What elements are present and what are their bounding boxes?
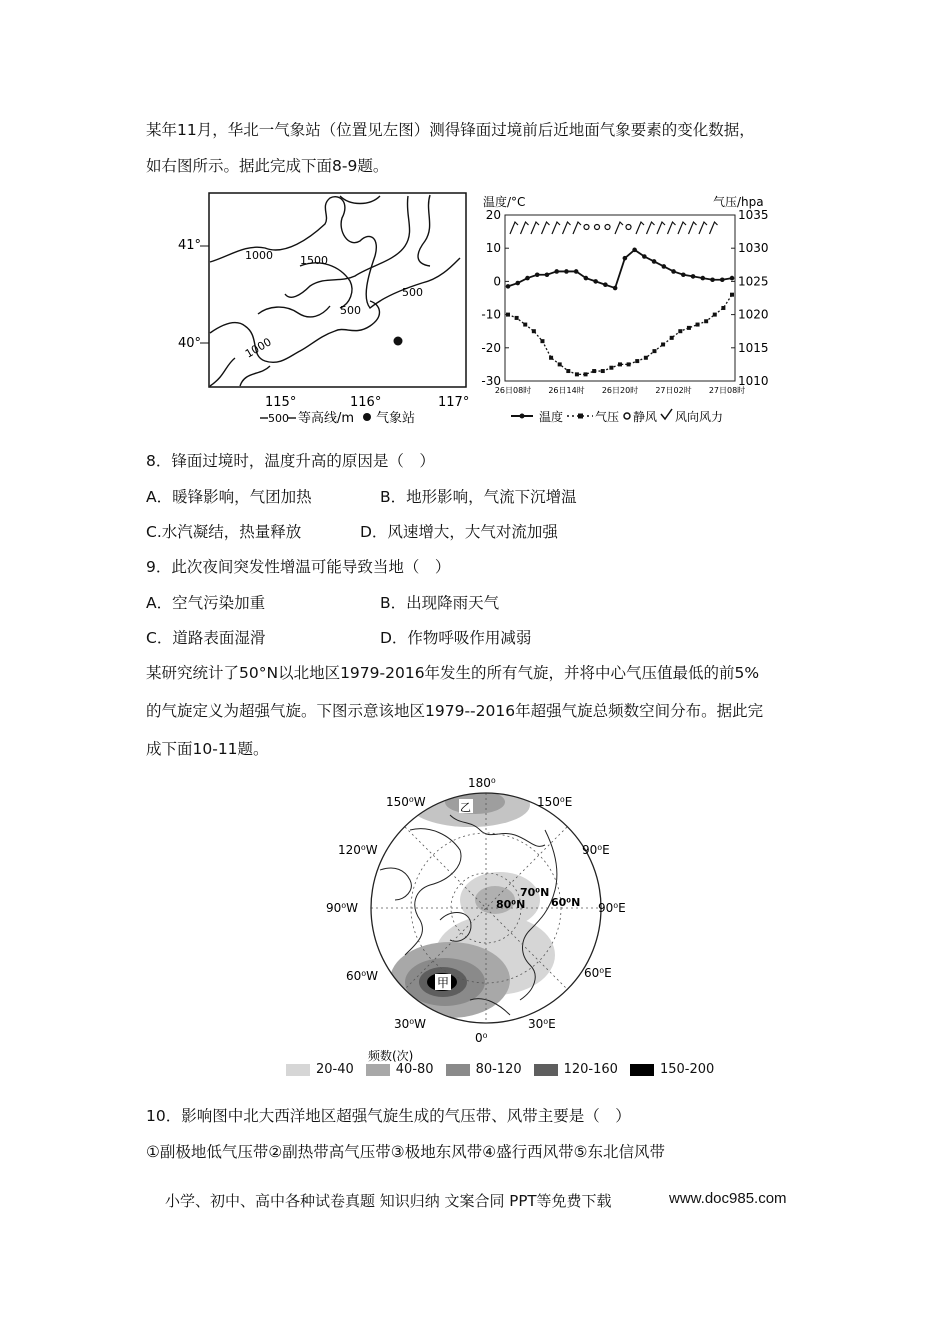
pressure-point: [609, 366, 613, 370]
wind-barb-icon: [542, 222, 550, 234]
left-tick-label: -30: [481, 374, 501, 388]
wind-barb-icon: [636, 222, 644, 234]
polar-map-legend: [286, 1062, 714, 1077]
left-tick-label: -20: [481, 340, 501, 355]
label-90e-upper: 90⁰E: [582, 843, 610, 857]
temperature-point: [525, 276, 530, 281]
chart-ylabel-right: 气压/hpa: [713, 195, 764, 209]
footer-site: www.doc985.com: [669, 1190, 787, 1207]
temperature-point: [700, 276, 705, 281]
pressure-point: [644, 356, 648, 360]
calm-icon: [626, 225, 631, 230]
weather-station-marker: [394, 337, 403, 346]
pressure-point: [592, 369, 596, 373]
intro2-line3: 成下面10-11题。: [146, 740, 269, 758]
right-tick-label: 1020: [738, 307, 769, 322]
pressure-point: [635, 359, 639, 363]
pressure-point: [678, 329, 682, 333]
x-tick-label: 26日14时: [548, 386, 585, 395]
pressure-point: [696, 323, 700, 327]
label-80n: 80⁰N: [496, 898, 526, 911]
pressure-point: [601, 369, 605, 373]
calm-icon: [595, 225, 600, 230]
right-tick-label: 1030: [738, 241, 769, 256]
pressure-point: [652, 349, 656, 353]
q9-option-d: D．作物呼吸作用减弱: [380, 629, 532, 647]
legend-wind: 风向风力: [675, 410, 724, 424]
wind-barb-icon: [710, 222, 718, 234]
calm-icon: [605, 225, 610, 230]
temperature-point: [574, 269, 579, 274]
temperature-line: [508, 250, 732, 288]
label-90e: 90⁰E: [598, 901, 626, 915]
footer: [165, 1190, 787, 1211]
contour-label-500a: 500: [340, 304, 361, 317]
label-90w: 90⁰W: [326, 901, 358, 915]
pressure-point: [575, 372, 579, 376]
lon-label-115: 115°: [265, 395, 297, 410]
pressure-point: [515, 316, 519, 320]
legend-label-3: 80-120: [475, 1062, 522, 1077]
legend-calm: 静风: [633, 410, 658, 424]
wind-barb-icon: [615, 222, 623, 234]
lat-label-41: 41°: [178, 238, 202, 253]
q9-option-a: A．空气污染加重: [146, 594, 266, 612]
right-tick-label: 1015: [738, 340, 769, 355]
q9-stem: 9．此次夜间突发性增温可能导致当地（ ）: [146, 558, 451, 576]
temperature-point: [535, 272, 540, 277]
legend-swatch-3: [446, 1064, 470, 1076]
legend-swatch-4: [534, 1064, 558, 1076]
label-120w: 120⁰W: [338, 843, 378, 857]
temperature-point: [632, 248, 637, 253]
temperature-point: [623, 256, 628, 261]
wind-barb-icon: [563, 222, 571, 234]
wind-barb-icon: [552, 222, 560, 234]
legend-contour-label: 等高线/m: [298, 411, 355, 426]
temperature-point: [613, 286, 618, 291]
pressure-point: [713, 313, 717, 317]
temperature-point: [515, 281, 520, 286]
q8-option-b: B．地形影响，气流下沉增温: [380, 488, 577, 506]
x-tick-label: 26日20时: [601, 386, 639, 395]
temperature-point: [554, 269, 559, 274]
temperature-point: [584, 276, 589, 281]
left-tick-label: -10: [481, 307, 501, 322]
temperature-point: [730, 276, 735, 281]
q10-stem: 10．影响图中北大西洋地区超强气旋生成的气压带、风带主要是（ ）: [146, 1107, 631, 1125]
chart-legend: [511, 409, 723, 424]
pressure-point: [670, 336, 674, 340]
label-60w: 60⁰W: [346, 969, 378, 983]
temperature-point: [545, 272, 550, 277]
temperature-point: [506, 284, 511, 289]
pressure-point: [618, 362, 622, 366]
temperature-point: [652, 259, 657, 264]
pressure-point: [584, 372, 588, 376]
temperature-point: [710, 277, 715, 282]
legend-label-4: 120-160: [563, 1062, 618, 1077]
label-70n: 70⁰N: [520, 886, 550, 899]
wind-barb-icon: [510, 222, 518, 234]
legend-pressure: 气压: [595, 410, 620, 424]
wind-barb-icon: [521, 222, 529, 234]
x-tick-label: 27日02时: [655, 386, 692, 395]
legend-swatch-2: [366, 1064, 390, 1076]
wind-barb-icon: [678, 222, 686, 234]
label-30w: 30⁰W: [394, 1017, 426, 1031]
temperature-point: [720, 277, 725, 282]
pressure-point: [523, 323, 527, 327]
right-tick-label: 1010: [738, 374, 769, 388]
q9-option-c: C．道路表面湿滑: [146, 629, 266, 647]
footer-text: 小学、初中、高中各种试卷真题 知识归纳 文案合同 PPT等免费下载: [165, 1192, 612, 1210]
legend-contour-sample: 500: [268, 412, 289, 425]
wind-barb-icon: [647, 222, 655, 234]
legend-station-label: 气象站: [376, 411, 416, 426]
q9-option-b: B．出现降雨天气: [380, 594, 500, 612]
topographic-map: [178, 186, 480, 426]
wind-barb-icon: [689, 222, 697, 234]
wind-barb-icon: [668, 222, 676, 234]
pressure-point: [721, 306, 725, 310]
label-60e: 60⁰E: [584, 966, 612, 980]
left-tick-label: 10: [485, 241, 501, 256]
wind-barb-icon: [661, 409, 672, 419]
wind-barb-icon: [699, 222, 707, 234]
q8-stem: 8．锋面过境时，温度升高的原因是（ ）: [146, 452, 435, 470]
pressure-point: [661, 342, 665, 346]
pressure-point: [532, 329, 536, 333]
legend-label-5: 150-200: [659, 1062, 715, 1077]
calm-icon: [584, 225, 589, 230]
intro1-line1: 某年11月，华北一气象站（位置见左图）测得锋面过境前后近地面气象要素的变化数据，: [146, 121, 755, 139]
label-60n: 60⁰N: [551, 896, 581, 909]
temperature-point: [603, 282, 608, 287]
temperature-point: [691, 274, 696, 279]
pressure-point: [627, 362, 631, 366]
intro2-line2: 的气旋定义为超强气旋。下图示意该地区1979--2016年超强气旋总频数空间分布。据此完: [146, 702, 764, 720]
pressure-point: [730, 293, 734, 297]
left-tick-label: 0: [493, 274, 501, 289]
freq-label: 频数(次): [368, 1049, 414, 1063]
lon-label-117: 117°: [438, 395, 470, 410]
left-tick-label: 20: [485, 208, 501, 222]
lat-label-40: 40°: [178, 336, 202, 351]
temperature-point: [642, 254, 647, 259]
legend-swatch-1: [286, 1064, 310, 1076]
legend-label-1: 20-40: [316, 1062, 354, 1077]
contour-label-1000a: 1000: [245, 249, 273, 262]
wind-symbols-row: [510, 222, 718, 234]
q8-option-d: D．风速增大，大气对流加强: [360, 523, 558, 541]
pressure-point: [566, 369, 570, 373]
temperature-point: [593, 279, 598, 284]
legend-swatch-5: [630, 1064, 654, 1076]
weather-chart: [475, 190, 775, 430]
polar-cyclone-map: [320, 770, 670, 1085]
q10-options: ①副极地低气压带②副热带高气压带③极地东风带④盛行西风带⑤东北信风带: [146, 1143, 665, 1161]
temperature-point: [681, 272, 686, 277]
contour-label-500b: 500: [402, 286, 423, 299]
label-30e: 30⁰E: [528, 1017, 556, 1031]
temperature-point: [564, 269, 569, 274]
label-0: 0⁰: [475, 1031, 488, 1045]
legend-temperature: 温度: [539, 410, 564, 424]
label-150w: 150⁰W: [386, 795, 426, 809]
wind-barb-icon: [657, 222, 665, 234]
wind-barb-icon: [531, 222, 539, 234]
intro1-line2: 如右图所示。据此完成下面8-9题。: [146, 157, 389, 175]
contour-label-1500: 1500: [300, 254, 328, 267]
q8-option-c: C.水汽凝结，热量释放: [146, 523, 302, 541]
lon-label-116: 116°: [350, 395, 382, 410]
x-tick-label: 27日08时: [708, 386, 746, 395]
pressure-point: [506, 313, 510, 317]
right-tick-label: 1025: [738, 274, 769, 289]
wind-barb-icon: [573, 222, 581, 234]
intro2-line1: 某研究统计了50°N以北地区1979-2016年发生的所有气旋，并将中心气压值最低的前5%: [146, 664, 760, 682]
contour-label-1000b: 1000: [243, 335, 274, 361]
q8-option-a: A．暖锋影响，气团加热: [146, 488, 312, 506]
legend-label-2: 40-80: [395, 1062, 434, 1077]
pressure-point: [540, 339, 544, 343]
label-yi: 乙: [460, 801, 471, 814]
label-180: 180⁰: [468, 776, 496, 790]
pressure-point: [549, 356, 553, 360]
pressure-point: [704, 319, 708, 323]
chart-ylabel-left: 温度/°C: [483, 195, 526, 209]
label-jia: 甲: [437, 976, 450, 990]
temperature-point: [671, 269, 676, 274]
temperature-point: [662, 264, 667, 269]
pressure-point: [558, 362, 562, 366]
x-tick-label: 26日08时: [494, 386, 532, 395]
pressure-point: [687, 326, 691, 330]
label-150e: 150⁰E: [537, 795, 573, 809]
right-tick-label: 1035: [738, 208, 769, 222]
